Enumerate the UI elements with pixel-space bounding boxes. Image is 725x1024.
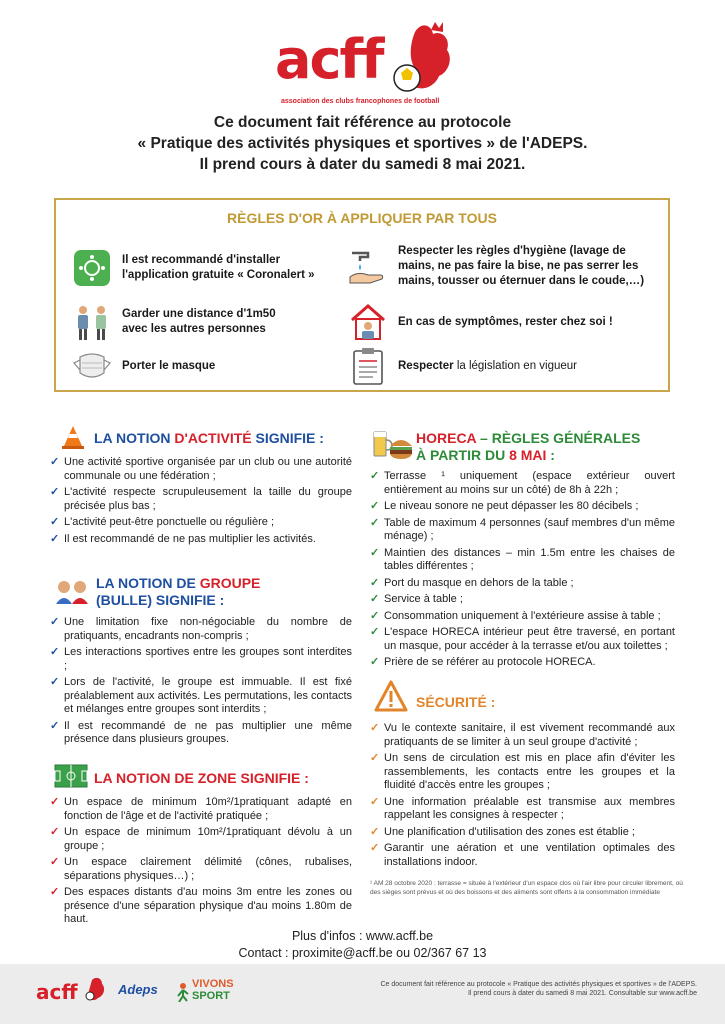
- footer-text-line: Il prend cours à dater du samedi 8 mai 2021. Consultable sur www.acff.be: [467, 990, 697, 997]
- title-part: – RÈGLES GÉNÉRALES: [476, 430, 641, 446]
- footnote: ¹ AM 28 octobre 2020 : terrasse = située à l'extérieur d'un espace clos où l'air libre pour circuler librement, où des sièges sont prévus et où des boissons et des aliments sont offerts à la consommation immédiate: [370, 880, 683, 896]
- rule-text: [122, 253, 315, 283]
- rule-text-part: Porter le: [122, 359, 172, 372]
- footer-rooster-icon: [84, 976, 106, 1002]
- acff-logo: [275, 20, 455, 110]
- list-item: ✓ Une information préalable est transmise aux membres rappelant les consignes à respecter ;: [370, 796, 675, 823]
- warning-icon: [374, 680, 408, 712]
- rule-text-part: la législation en vigueur: [453, 359, 578, 372]
- vivons-sport-icon: [176, 982, 190, 1002]
- list-item: ✓ Service à table ;: [370, 593, 675, 607]
- title-highlight: ZONE: [197, 770, 237, 786]
- football-field-icon: [54, 764, 88, 788]
- rule-text: [122, 307, 276, 337]
- groupe-title: [96, 575, 260, 609]
- list-item: ✓ Prière de se référer au protocole HORECA.: [370, 656, 675, 670]
- intro-line: « Pratique des activités physiques et sportives » de l'ADEPS.: [137, 135, 588, 152]
- food-drink-icon: [372, 428, 412, 460]
- rule-text-part: Garder une: [122, 308, 187, 320]
- list-item: ✓ L'espace HORECA intérieur peut être traversé, en portant un masque, pour accéder à la terrasse et/ou aux toilettes ;: [370, 626, 675, 653]
- horeca-list: [370, 470, 675, 673]
- contact-block: [0, 928, 725, 962]
- groupe-list: [50, 616, 352, 750]
- footer: [0, 964, 725, 1024]
- rule-distance: [72, 302, 342, 342]
- list-item: ✓ Une planification d'utilisation des zones est établie ;: [370, 826, 675, 840]
- rule-text-part: avec les autres personnes: [122, 323, 266, 335]
- title-highlight: 8 MAI: [509, 447, 547, 463]
- title-highlight: GROUPE: [199, 575, 261, 591]
- rule-text: [398, 244, 658, 289]
- mask-icon: [72, 346, 112, 386]
- intro-text: [0, 112, 725, 175]
- golden-rules-box: [54, 198, 670, 392]
- intro-line: Ce document fait référence au protocole: [213, 114, 512, 131]
- rule-text: [398, 315, 613, 330]
- rule-text-emphasis: Respecter: [398, 359, 454, 372]
- rule-hygiene: [348, 244, 658, 289]
- title-part: LA NOTION DE: [94, 770, 198, 786]
- golden-rules-title: RÈGLES D'OR À APPLIQUER PAR TOUS: [227, 210, 497, 226]
- title-part: LA NOTION DE: [96, 575, 200, 591]
- contact-email-phone: Contact : proximite@acff.be ou 02/367 67 13: [238, 946, 487, 960]
- traffic-cone-icon: [60, 424, 86, 450]
- rule-text-emphasis: Coronalert: [246, 269, 305, 281]
- list-item: ✓ Un espace de minimum 10m²/1pratiquant dévolu à un groupe ;: [50, 826, 352, 853]
- rule-coronalert: [72, 248, 342, 288]
- people-distance-icon: [72, 302, 112, 342]
- title-part: (BULLE) SIGNIFIE :: [96, 592, 225, 608]
- logo-text: acff: [275, 28, 383, 91]
- list-item: ✓ Table de maximum 4 personnes (sauf membres d'un même ménage) ;: [370, 517, 675, 544]
- list-item: ✓ Vu le contexte sanitaire, il est vivement recommandé aux pratiquants de se limiter à un seul groupe d'activité ;: [370, 722, 675, 749]
- list-item: ✓ Terrasse ¹ uniquement (espace extérieur ouvert entièrement au moins sur un côté) de 8h à 22h ;: [370, 470, 675, 497]
- list-item: ✓ Les interactions sportives entre les groupes sont interdites ;: [50, 646, 352, 673]
- list-item: ✓ Garantir une aération et une ventilation optimales des installations indoor.: [370, 842, 675, 869]
- coronalert-app-icon: [72, 248, 112, 288]
- clipboard-icon: [348, 346, 388, 386]
- list-item: ✓ Le niveau sonore ne peut dépasser les 80 décibels ;: [370, 500, 675, 514]
- activite-title: [94, 430, 324, 447]
- footer-acff-logo: acff: [36, 980, 78, 1004]
- list-item: ✓ Consommation uniquement à l'extérieure assise à table ;: [370, 610, 675, 624]
- intro-line: Il prend cours à dater du samedi 8 mai 2021.: [199, 156, 526, 173]
- rule-text-part: (lavage de mains, ne pas faire la bise, ne pas serrer les mains, tousser ou éternuer dans le coude,…): [398, 245, 645, 287]
- contact-website: Plus d'infos : www.acff.be: [291, 929, 434, 943]
- rule-text-part: En cas de symptômes, rester chez soi !: [398, 315, 613, 328]
- list-item: ✓ Un sens de circulation est mis en place afin d'éviter les rassemblements, les contacts entre les groupes et la fluidité d'accès entre les groupes ;: [370, 752, 675, 793]
- rule-mask: [72, 346, 342, 386]
- rule-text-emphasis: distance d'1m50: [186, 308, 276, 320]
- footer-text-line: Ce document fait référence au protocole « Pratique des activités physiques et sportives » de l'ADEPS.: [380, 981, 697, 988]
- rule-text-emphasis: règles d'hygiène: [476, 245, 567, 257]
- logo-tagline: association des clubs francophones de football: [281, 98, 440, 105]
- footer-text: [377, 980, 697, 998]
- vivons-text: VIVONS: [192, 978, 234, 990]
- list-item: ✓ Il est recommandé de ne pas multiplier une même présence dans plusieurs groupes.: [50, 720, 352, 747]
- list-item: ✓ Des espaces distants d'au moins 3m entre les zones ou présence d'une séparation physique d'au moins 1.80m de haut.: [50, 886, 352, 927]
- vivons-sport-logo: [192, 978, 234, 1002]
- stay-home-icon: [348, 302, 388, 342]
- rule-text-part: »: [304, 269, 315, 281]
- list-item: ✓ L'activité respecte scrupuleusement la taille du groupe précisée plus bas ;: [50, 486, 352, 513]
- title-part: SIGNIFIE :: [236, 770, 309, 786]
- rule-text-part: Respecter les: [398, 245, 476, 257]
- rule-text-emphasis: masque: [171, 359, 216, 372]
- rule-text-part: l'application gratuite «: [122, 269, 247, 281]
- securite-list: [370, 722, 675, 872]
- list-item: ✓ Il est recommandé de ne pas multiplier les activités.: [50, 533, 352, 547]
- rule-text: [122, 359, 215, 374]
- list-item: ✓ Un espace clairement délimité (cônes, rubalises, séparations physiques…) ;: [50, 856, 352, 883]
- hand-washing-icon: [348, 247, 388, 287]
- title-part: LA NOTION: [94, 430, 175, 446]
- list-item: ✓ Une activité sportive organisée par un club ou une autorité communale ou une fédération ;: [50, 456, 352, 483]
- rule-text-part: Il est recommandé d'installer: [122, 254, 281, 266]
- activite-list: [50, 456, 352, 549]
- title-part: SIGNIFIE :: [251, 430, 324, 446]
- list-item: ✓ Une limitation fixe non-négociable du nombre de pratiquants, encadrants non-compris ;: [50, 616, 352, 643]
- adeps-logo: Adeps: [118, 982, 158, 997]
- title-highlight: HORECA: [416, 430, 477, 446]
- rooster-ball-icon: [387, 20, 457, 100]
- rule-symptoms: [348, 302, 658, 342]
- sport-text: SPORT: [192, 990, 230, 1002]
- horeca-title: [416, 430, 640, 464]
- group-people-icon: [54, 578, 90, 604]
- rule-text: [398, 359, 577, 374]
- title-part: À PARTIR DU: [416, 447, 510, 463]
- zone-list: [50, 796, 352, 930]
- title-highlight: D'ACTIVITÉ: [174, 430, 252, 446]
- list-item: ✓ L'activité peut-être ponctuelle ou régulière ;: [50, 516, 352, 530]
- zone-title: [94, 770, 309, 787]
- rule-legislation: [348, 346, 658, 386]
- list-item: ✓ Un espace de minimum 10m²/1pratiquant adapté en fonction de l'âge et de l'activité pratiquée ;: [50, 796, 352, 823]
- securite-title: SÉCURITÉ :: [416, 694, 496, 710]
- list-item: ✓ Lors de l'activité, le groupe est immuable. Il est fixé préalablement aux activités. Les permutations, les contacts et mélanges entre groupes sont interdits ;: [50, 676, 352, 717]
- list-item: ✓ Maintien des distances – min 1.5m entre les chaises de tables différentes ;: [370, 547, 675, 574]
- title-part: :: [546, 447, 555, 463]
- list-item: ✓ Port du masque en dehors de la table ;: [370, 577, 675, 591]
